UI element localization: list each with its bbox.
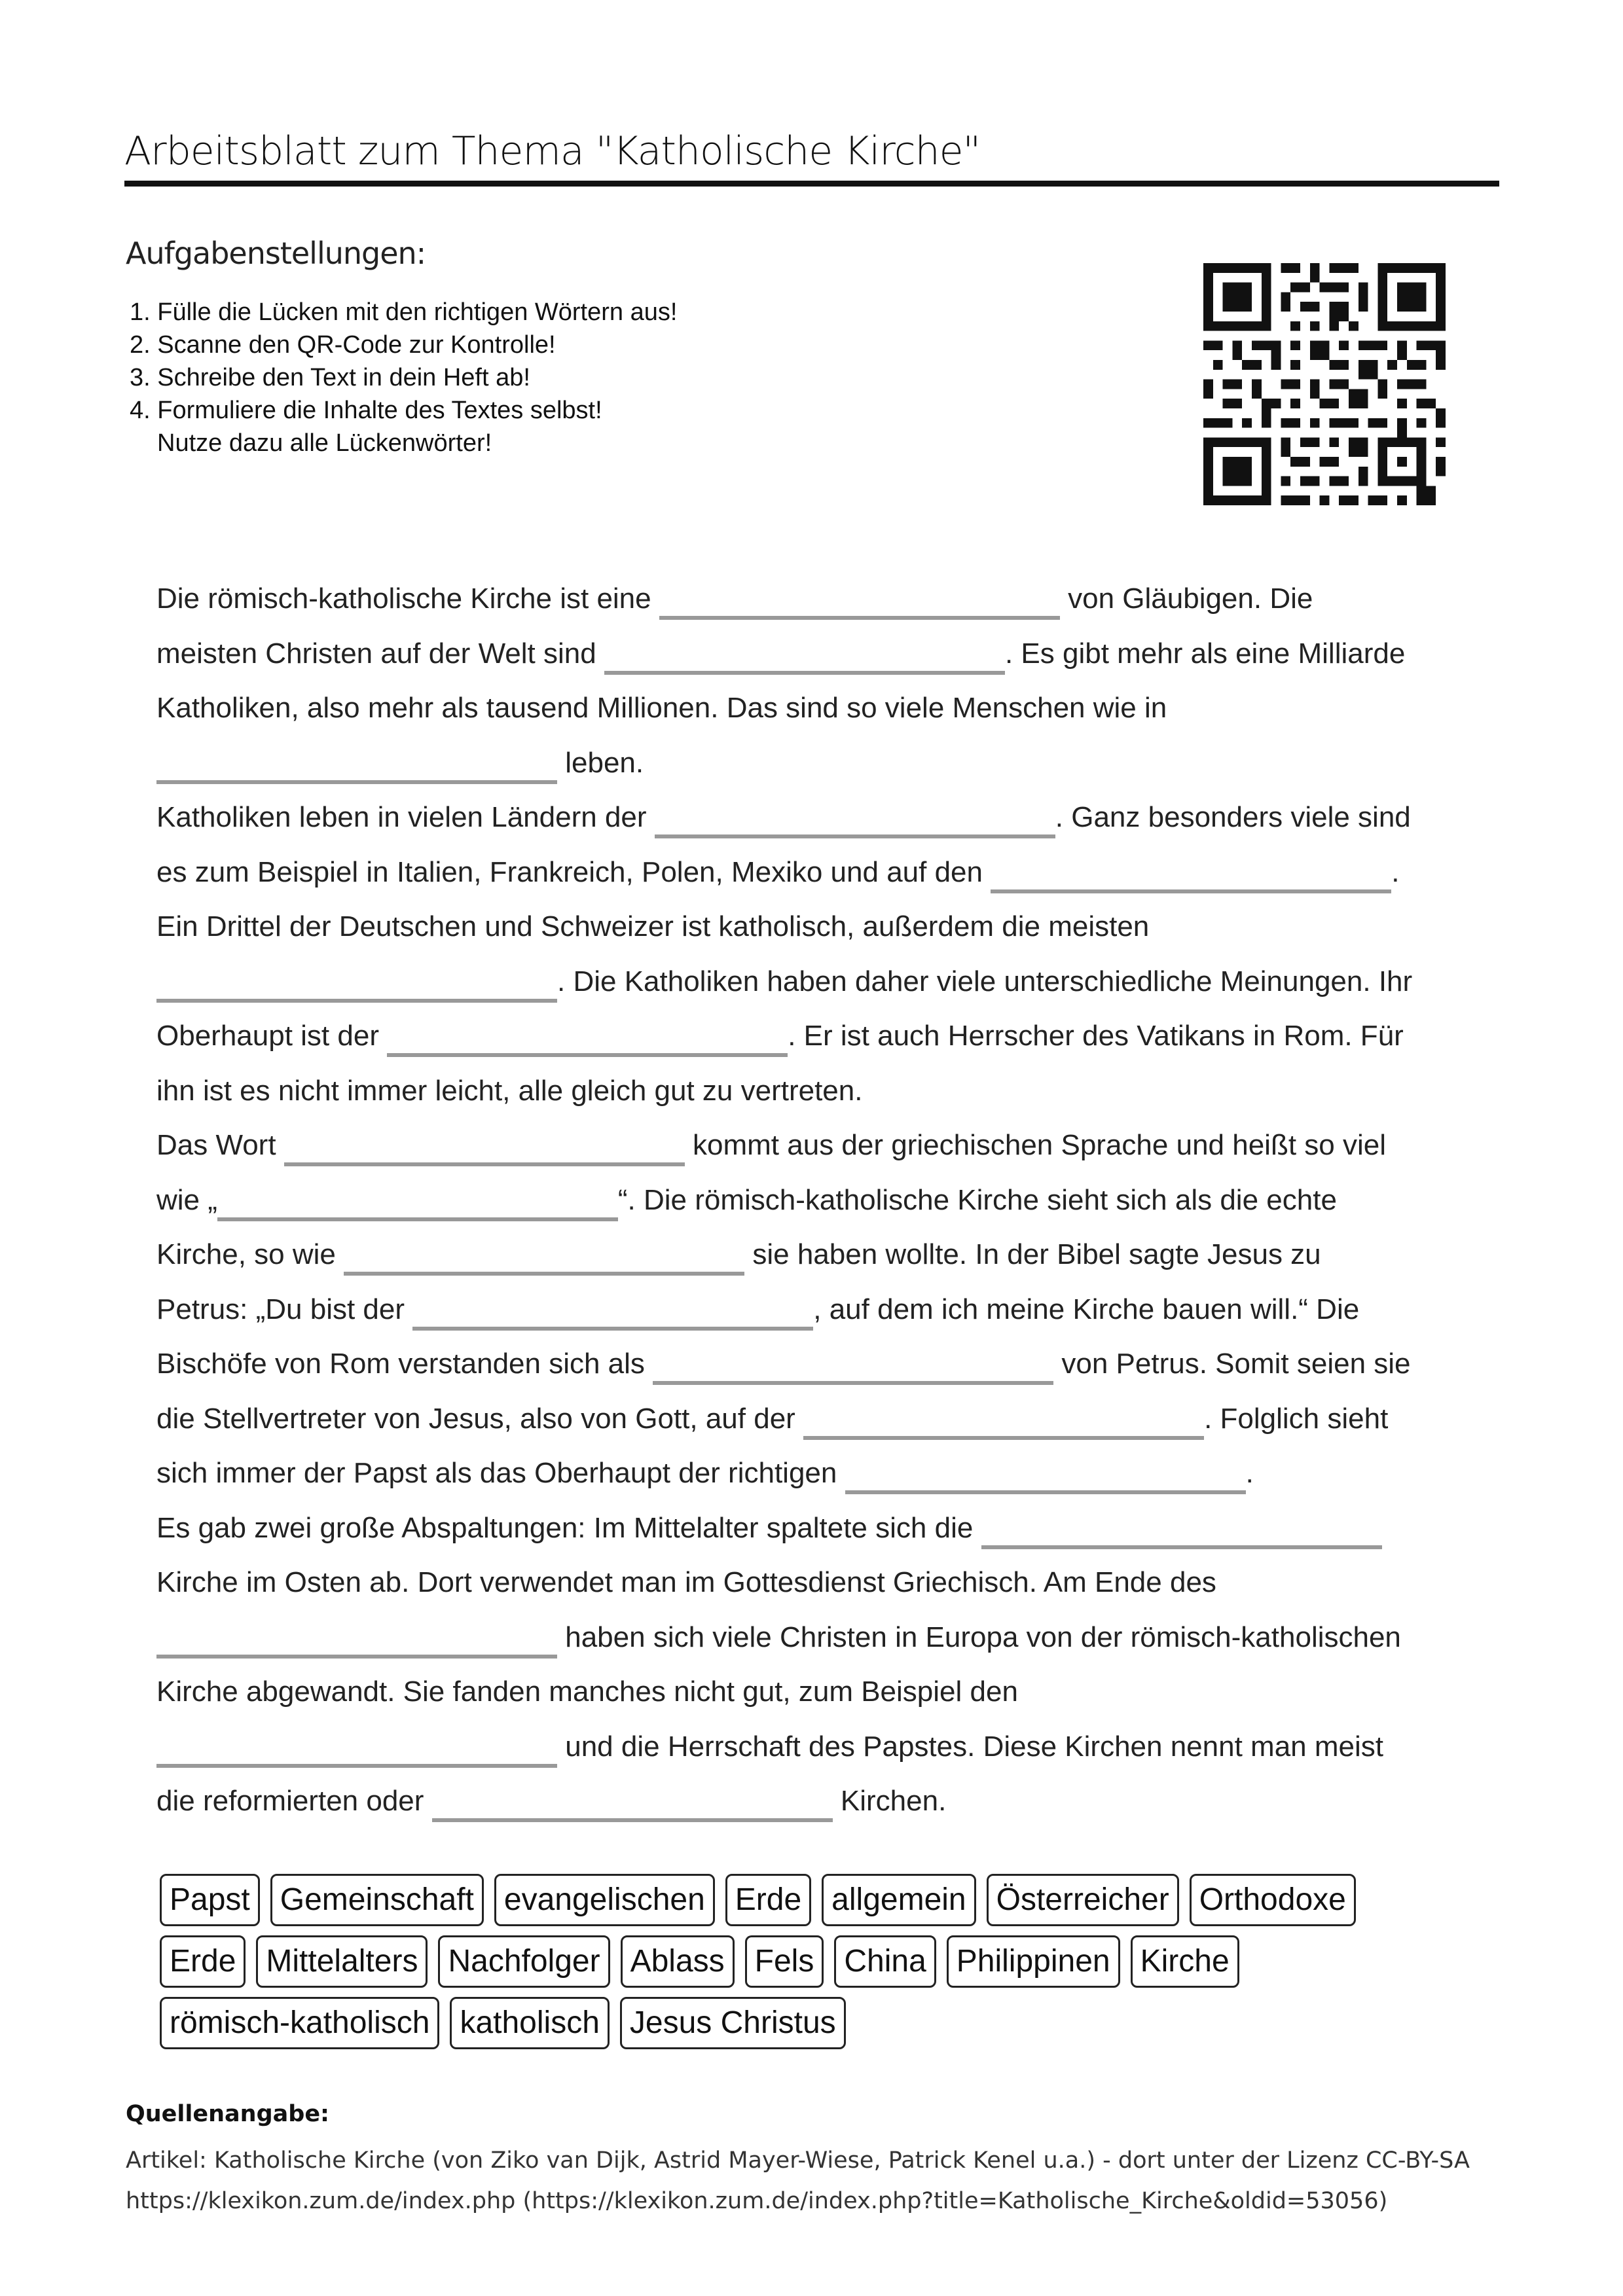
blank-field[interactable]: [655, 806, 1055, 838]
text-segment: Katholiken leben in vielen Ländern der: [156, 801, 647, 833]
title-rule: [124, 181, 1499, 187]
text-line: [156, 624, 1499, 679]
text-segment: “. Die römisch-katholische Kirche sieht sich als die echte: [617, 1183, 1337, 1216]
word-chip[interactable]: allgemein: [822, 1874, 976, 1926]
text-segment: .: [1391, 855, 1400, 888]
task-item: 1. Fülle die Lücken mit den richtigen Wörtern aus!: [130, 298, 678, 326]
text-line: [156, 1007, 1499, 1062]
text-segment: sich immer der Papst als das Oberhaupt der richtigen: [156, 1457, 837, 1489]
text-line: [156, 1499, 1499, 1554]
task-item: 4. Formuliere die Inhalte des Textes selbst!: [130, 397, 602, 424]
task-item: 3. Schreibe den Text in dein Heft ab!: [130, 364, 530, 391]
text-segment: Kirche abgewandt. Sie fanden manches nicht gut, zum Beispiel den: [156, 1676, 1018, 1708]
blank-field[interactable]: [284, 1134, 685, 1166]
text-segment: meisten Christen auf der Welt sind: [156, 637, 596, 670]
qr-code-icon: [1203, 263, 1446, 505]
text-segment: . Folglich sieht: [1204, 1402, 1389, 1435]
text-line: [156, 1062, 1499, 1117]
blank-field[interactable]: [387, 1024, 788, 1057]
text-line: [156, 1553, 1499, 1608]
text-segment: haben sich viele Christen in Europa von der römisch-katholischen: [565, 1621, 1401, 1653]
text-segment: von Gläubigen. Die: [1068, 583, 1313, 615]
text-line: [156, 1171, 1499, 1226]
text-segment: . Ganz besonders viele sind: [1055, 801, 1411, 833]
text-line: [156, 788, 1499, 843]
word-chip[interactable]: Orthodoxe: [1190, 1874, 1356, 1926]
text-line: [156, 1390, 1499, 1444]
word-chip[interactable]: Erde: [160, 1935, 246, 1988]
text-segment: . Es gibt mehr als eine Milliarde: [1004, 637, 1406, 670]
text-segment: . Die Katholiken haben daher viele unterschiedliche Meinungen. Ihr: [557, 965, 1413, 997]
word-chip[interactable]: Papst: [160, 1874, 260, 1926]
text-segment: und die Herrschaft des Papstes. Diese Kirchen nennt man meist: [565, 1730, 1383, 1763]
blank-field[interactable]: [156, 970, 557, 1003]
source-line: Artikel: Katholische Kirche (von Ziko van Dijk, Astrid Mayer-Wiese, Patrick Kenel u.a.) - dort unter der Lizenz CC-BY-SA: [126, 2147, 1470, 2174]
word-chip[interactable]: Österreicher: [987, 1874, 1179, 1926]
text-line: [156, 679, 1499, 734]
word-chip[interactable]: Nachfolger: [438, 1935, 610, 1988]
blank-field[interactable]: [604, 642, 1005, 675]
text-segment: , auf dem ich meine Kirche bauen will.“ Die: [813, 1293, 1360, 1325]
text-segment: Kirchen.: [840, 1785, 947, 1817]
text-segment: sie haben wollte. In der Bibel sagte Jesus zu: [752, 1238, 1321, 1270]
blank-field[interactable]: [432, 1789, 833, 1822]
blank-field[interactable]: [981, 1516, 1382, 1549]
blank-field[interactable]: [991, 861, 1391, 893]
text-segment: Oberhaupt ist der: [156, 1020, 379, 1052]
word-bank-row: [160, 1874, 1469, 1926]
word-chip[interactable]: evangelischen: [494, 1874, 715, 1926]
blank-field[interactable]: [156, 1626, 557, 1659]
text-line: [156, 569, 1499, 624]
page-title: Arbeitsblatt zum Thema "Katholische Kirche": [124, 128, 981, 174]
word-bank-row: [160, 1997, 1469, 2049]
word-chip[interactable]: China: [834, 1935, 936, 1988]
text-segment: von Petrus. Somit seien sie: [1061, 1348, 1411, 1380]
text-segment: leben.: [565, 746, 644, 779]
text-line: [156, 1116, 1499, 1171]
source-heading: Quellenangabe:: [126, 2101, 330, 2127]
text-segment: Petrus: „Du bist der: [156, 1293, 405, 1325]
word-bank: [160, 1874, 1469, 2058]
text-segment: die Stellvertreter von Jesus, also von Gott, auf der: [156, 1402, 795, 1435]
blank-field[interactable]: [659, 587, 1060, 620]
text-segment: . Er ist auch Herrscher des Vatikans in Rom. Für: [788, 1020, 1404, 1052]
text-line: [156, 1608, 1499, 1663]
blank-field[interactable]: [653, 1352, 1053, 1385]
text-line: [156, 1280, 1499, 1335]
blank-field[interactable]: [344, 1243, 744, 1276]
text-line: [156, 952, 1499, 1007]
word-chip[interactable]: Ablass: [621, 1935, 735, 1988]
word-bank-row: [160, 1935, 1469, 1988]
text-segment: .: [1245, 1457, 1254, 1489]
blank-field[interactable]: [412, 1298, 813, 1331]
text-line: [156, 1717, 1499, 1772]
blank-field[interactable]: [156, 751, 557, 784]
text-segment: die reformierten oder: [156, 1785, 424, 1817]
text-segment: wie „: [156, 1183, 217, 1216]
text-segment: Die römisch-katholische Kirche ist eine: [156, 583, 651, 615]
text-line: [156, 1225, 1499, 1280]
word-chip[interactable]: Gemeinschaft: [270, 1874, 484, 1926]
task-item: 2. Scanne den QR-Code zur Kontrolle!: [130, 331, 556, 359]
text-line: [156, 1335, 1499, 1390]
text-segment: Das Wort: [156, 1129, 276, 1161]
text-segment: es zum Beispiel in Italien, Frankreich, Polen, Mexiko und auf den: [156, 855, 983, 888]
word-chip[interactable]: römisch-katholisch: [160, 1997, 439, 2049]
word-chip[interactable]: Jesus Christus: [620, 1997, 846, 2049]
source-text: [126, 2140, 1470, 2221]
tasks-heading: Aufgabenstellungen:: [126, 236, 426, 271]
blank-field[interactable]: [845, 1462, 1246, 1494]
word-chip[interactable]: Fels: [745, 1935, 824, 1988]
text-line: [156, 1662, 1499, 1717]
word-chip[interactable]: Kirche: [1131, 1935, 1239, 1988]
word-chip[interactable]: katholisch: [450, 1997, 609, 2049]
text-segment: Bischöfe von Rom verstanden sich als: [156, 1348, 645, 1380]
blank-field[interactable]: [217, 1189, 618, 1221]
task-list: [130, 296, 677, 459]
text-segment: Es gab zwei große Abspaltungen: Im Mittelalter spaltete sich die: [156, 1511, 974, 1544]
task-item: Nutze dazu alle Lückenwörter!: [157, 429, 492, 457]
text-line: [156, 1772, 1499, 1827]
text-segment: kommt aus der griechischen Sprache und heißt so viel: [693, 1129, 1386, 1161]
text-segment: Kirche, so wie: [156, 1238, 336, 1270]
text-line: [156, 897, 1499, 952]
cloze-text: [156, 569, 1499, 1827]
blank-field[interactable]: [156, 1735, 557, 1768]
blank-field[interactable]: [803, 1407, 1204, 1440]
text-segment: Kirche im Osten ab. Dort verwendet man im Gottesdienst Griechisch. Am Ende des: [156, 1566, 1216, 1598]
text-segment: ihn ist es nicht immer leicht, alle gleich gut zu vertreten.: [156, 1074, 863, 1107]
text-line: [156, 1444, 1499, 1499]
word-chip[interactable]: Mittelalters: [256, 1935, 428, 1988]
text-line: [156, 843, 1499, 898]
text-line: [156, 734, 1499, 789]
word-chip[interactable]: Erde: [725, 1874, 811, 1926]
source-link[interactable]: https://klexikon.zum.de/index.php (https://klexikon.zum.de/index.php?title=Katholische_Kirche&oldid=53056): [126, 2188, 1388, 2214]
word-chip[interactable]: Philippinen: [947, 1935, 1120, 1988]
text-segment: Ein Drittel der Deutschen und Schweizer ist katholisch, außerdem die meisten: [156, 910, 1150, 942]
text-segment: Katholiken, also mehr als tausend Millionen. Das sind so viele Menschen wie in: [156, 692, 1167, 724]
